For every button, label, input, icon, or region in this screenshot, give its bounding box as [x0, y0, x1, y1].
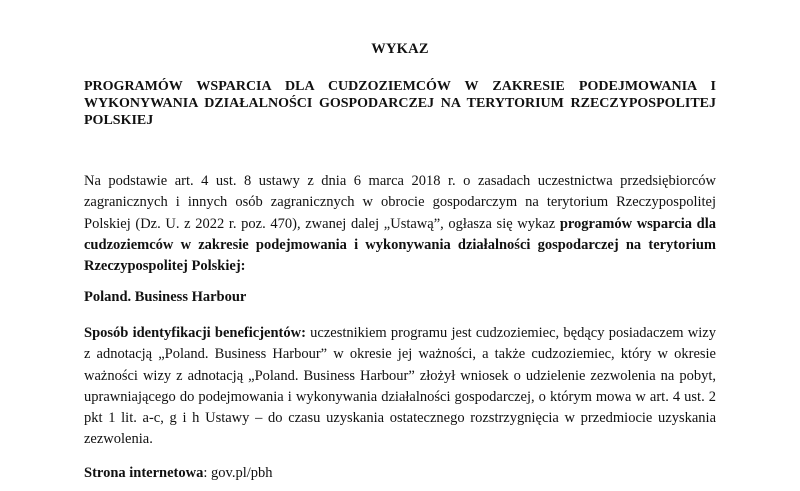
program-name-text: Poland. Business Harbour: [84, 289, 247, 305]
document-title: WYKAZ: [371, 41, 429, 57]
intro-paragraph: [84, 171, 716, 277]
intro-bold-text: programów wsparcia dla cudzoziemców w zakresie podejmowania i wykonywania działalności gospodarczej na terytorium Rzeczypospolitej Polskiej:: [84, 215, 716, 275]
intro-text: Na podstawie art. 4 ust. 8 ustawy z dnia 6 marca 2018 r. o zasadach uczestnictwa przedsiębiorców zagranicznych i innych osób zagranicznych w obrocie gospodarczym na terytorium Rzeczypospolitej Polskiej (Dz. U. z 2022 r. poz. 470), zwanej dalej „Ustawą”, ogłasza się wykaz: [84, 173, 716, 232]
beneficiaries-paragraph: [84, 323, 716, 451]
beneficiaries-label: Sposób identyfikacji beneficjentów:: [84, 325, 306, 341]
website-paragraph: [84, 463, 716, 484]
program-name: [84, 287, 716, 308]
beneficiaries-text: uczestnikiem programu jest cudzoziemiec, będący posiadaczem wizy z adnotacją „Poland. Business Harbour” w okresie jej ważności, a także cudzoziemiec, który w okresie ważności wizy z adnotacją „Poland. Business Harbour” złożył wniosek o udzielenie zezwolenia na pobyt, uprawniającego do podejmowania i wykonywania działalności gospodarczej, o którym mowa w art. 4 ust. 2 pkt 1 lit. a-c, g i h Ustawy – do czasu uzyskania ostatecznego rozstrzygnięcia w przedmiocie uzyskania zezwolenia.: [84, 325, 716, 448]
website-text: : gov.pl/pbh: [203, 465, 273, 481]
website-label: Strona internetowa: [84, 465, 204, 481]
document-heading: PROGRAMÓW WSPARCIA DLA CUDZOZIEMCÓW W ZAKRESIE PODEJMOWANIA I WYKONYWANIA DZIAŁALNOŚCI GOSPODARCZEJ NA TERYTORIUM RZECZYPOSPOLITEJ POLSKIEJ: [84, 79, 716, 128]
